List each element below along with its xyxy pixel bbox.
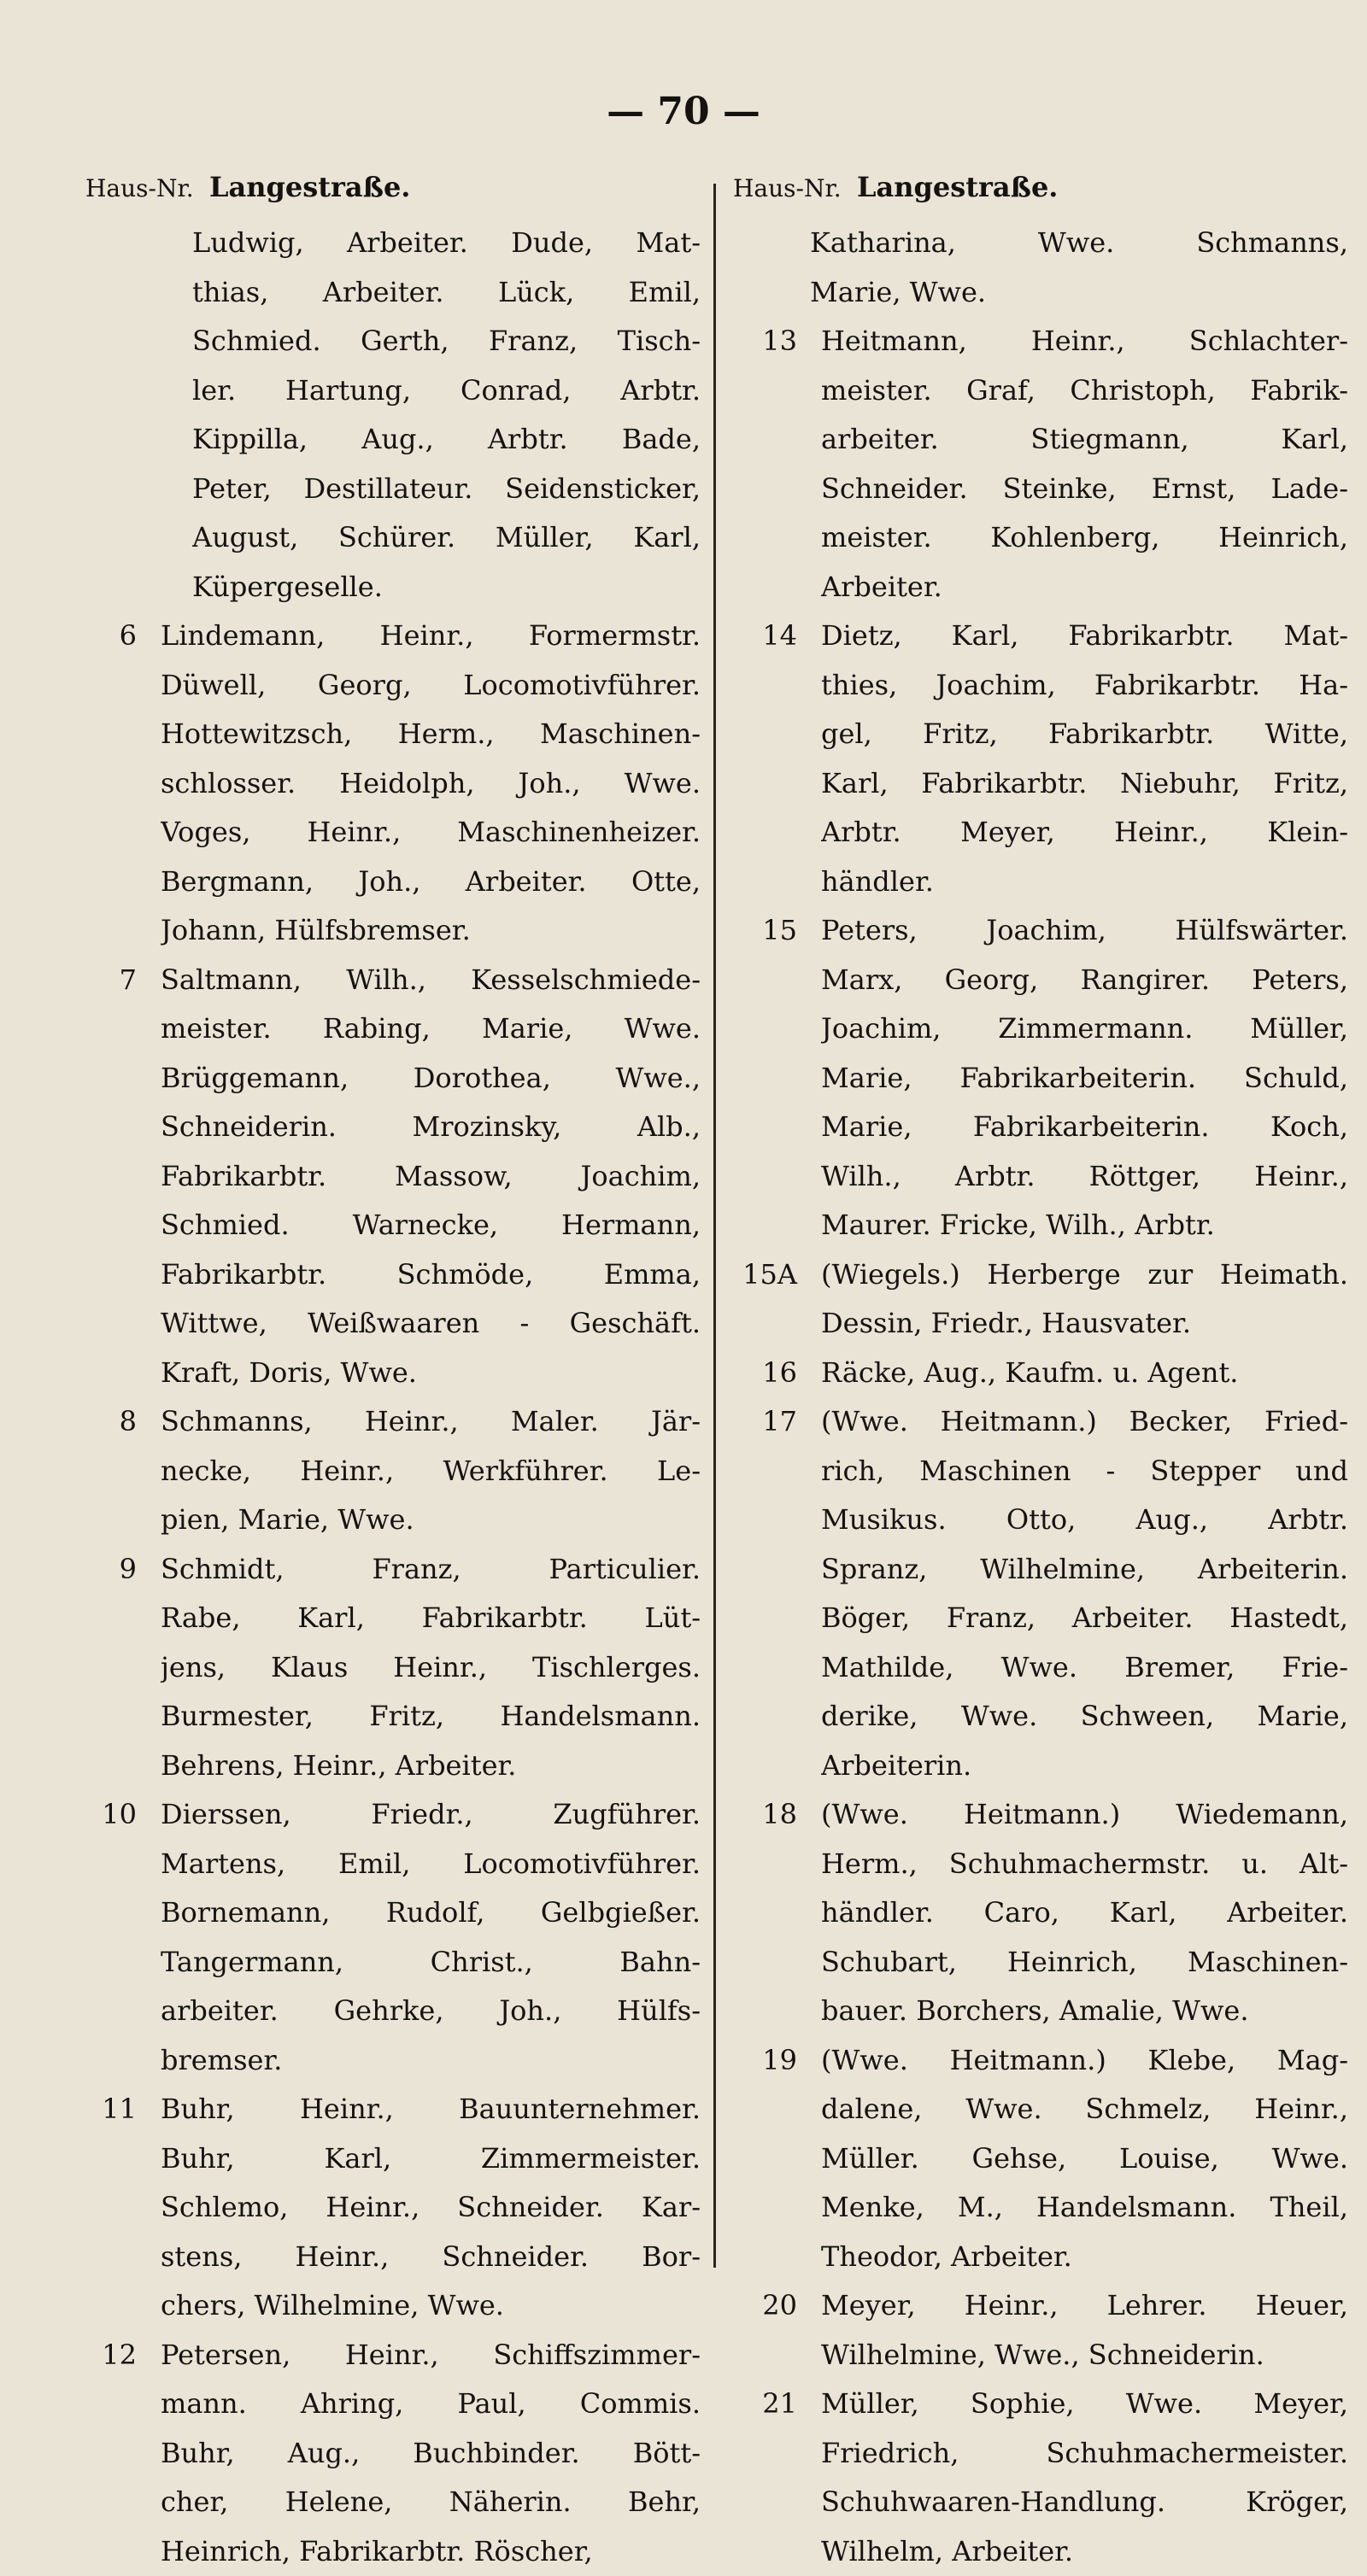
house-entry <box>85 2331 701 2576</box>
text-line: Petersen, Heinr., Schiffszimmer- <box>161 2331 701 2380</box>
column-header <box>733 171 1348 219</box>
text-line: Wilhelm, Arbeiter. <box>821 2527 1348 2576</box>
text-line: Fabrikarbtr. Schmöde, Emma, <box>161 1250 701 1300</box>
text-line: (Wwe. Heitmann.) Wiedemann, <box>821 1790 1348 1840</box>
house-entry <box>733 906 1348 1250</box>
text-line: Wilhelmine, Wwe., Schneiderin. <box>821 2331 1348 2380</box>
text-line: Schneiderin. Mrozinsky, Alb., <box>161 1103 701 1152</box>
text-line: Marie, Wwe. <box>810 268 1348 318</box>
text-line: Spranz, Wilhelmine, Arbeiterin. <box>821 1545 1348 1595</box>
house-number: 19 <box>733 2036 821 2282</box>
text-line: Müller, Sophie, Wwe. Meyer, <box>821 2380 1348 2429</box>
text-line: Schmied. Warnecke, Hermann, <box>161 1201 701 1250</box>
entry-text <box>821 906 1348 1250</box>
text-line: thies, Joachim, Fabrikarbtr. Ha- <box>821 661 1348 711</box>
text-line: Marie, Fabrikarbeiterin. Koch, <box>821 1103 1348 1152</box>
text-line: bremser. <box>161 2036 701 2086</box>
text-line: Müller. Gehse, Louise, Wwe. <box>821 2134 1348 2184</box>
text-line: Buhr, Aug., Buchbinder. Bött- <box>161 2429 701 2479</box>
text-line: gel, Fritz, Fabrikarbtr. Witte, <box>821 710 1348 759</box>
text-line: Meyer, Heinr., Lehrer. Heuer, <box>821 2281 1348 2331</box>
text-line: Burmester, Fritz, Handelsmann. <box>161 1692 701 1742</box>
text-line: meister. Kohlenberg, Heinrich, <box>821 513 1348 563</box>
text-line: dalene, Wwe. Schmelz, Heinr., <box>821 2085 1348 2134</box>
text-line: Arbeiter. <box>821 563 1348 612</box>
text-line: derike, Wwe. Schween, Marie, <box>821 1692 1348 1742</box>
text-line: arbeiter. Stiegmann, Karl, <box>821 415 1348 465</box>
house-number: 16 <box>733 1349 821 1398</box>
entry-text <box>161 2085 701 2331</box>
text-line: Ludwig, Arbeiter. Dude, Mat- <box>192 219 701 268</box>
house-number: 12 <box>85 2331 161 2576</box>
house-entry <box>733 1250 1348 1349</box>
text-line: Saltmann, Wilh., Kesselschmiede- <box>161 956 701 1005</box>
column-header <box>85 171 701 219</box>
hausnr-label: Haus-Nr. <box>85 174 209 202</box>
entry-text <box>821 2281 1348 2380</box>
entry-text <box>161 612 701 956</box>
house-number: 15 <box>733 906 821 1250</box>
text-line: (Wwe. Heitmann.) Becker, Fried- <box>821 1397 1348 1447</box>
house-number: 20 <box>733 2281 821 2380</box>
text-line: Wittwe, Weißwaaren - Geschäft. <box>161 1299 701 1349</box>
house-entry <box>733 1397 1348 1790</box>
house-entry <box>733 1349 1348 1398</box>
street-name: Langestraße. <box>209 171 410 203</box>
text-line: Martens, Emil, Locomotivführer. <box>161 1840 701 1889</box>
text-line: Peter, Destillateur. Seidensticker, <box>192 465 701 514</box>
house-entry <box>733 2380 1348 2576</box>
text-line: Schlemo, Heinr., Schneider. Kar- <box>161 2183 701 2233</box>
house-number: 21 <box>733 2380 821 2576</box>
text-line: Schuhwaaren-Handlung. Kröger, <box>821 2478 1348 2527</box>
entry-text <box>161 956 701 1398</box>
text-line: Marx, Georg, Rangirer. Peters, <box>821 956 1348 1005</box>
text-line: Katharina, Wwe. Schmanns, <box>810 219 1348 268</box>
entry-text <box>161 2331 701 2576</box>
text-line: Tangermann, Christ., Bahn- <box>161 1938 701 1988</box>
entry-text <box>821 1349 1348 1398</box>
text-line: Kraft, Doris, Wwe. <box>161 1349 701 1398</box>
text-line: Rabe, Karl, Fabrikarbtr. Lüt- <box>161 1594 701 1643</box>
house-entry <box>733 2036 1348 2282</box>
text-line: händler. <box>821 858 1348 907</box>
text-line: Marie, Fabrikarbeiterin. Schuld, <box>821 1054 1348 1104</box>
text-line: cher, Helene, Näherin. Behr, <box>161 2478 701 2527</box>
house-number: 9 <box>85 1545 161 1791</box>
house-number: 18 <box>733 1790 821 2036</box>
text-line: Buhr, Karl, Zimmermeister. <box>161 2134 701 2184</box>
text-line: Arbeiterin. <box>821 1742 1348 1791</box>
text-line: Maurer. Fricke, Wilh., Arbtr. <box>821 1201 1348 1250</box>
house-entry <box>85 1790 701 2085</box>
entry-text <box>821 1397 1348 1790</box>
text-line: Buhr, Heinr., Bauunternehmer. <box>161 2085 701 2134</box>
text-line: Johann, Hülfsbremser. <box>161 906 701 956</box>
text-line: Schmied. Gerth, Franz, Tisch- <box>192 317 701 366</box>
hausnr-label: Haus-Nr. <box>733 174 857 202</box>
text-line: meister. Graf, Christoph, Fabrik- <box>821 366 1348 416</box>
text-line: Schneider. Steinke, Ernst, Lade- <box>821 465 1348 514</box>
text-line: Hottewitzsch, Herm., Maschinen- <box>161 710 701 759</box>
text-line: Menke, M., Handelsmann. Theil, <box>821 2183 1348 2233</box>
column-divider <box>713 184 716 2268</box>
text-line: Mathilde, Wwe. Bremer, Frie- <box>821 1643 1348 1693</box>
text-line: meister. Rabing, Marie, Wwe. <box>161 1004 701 1054</box>
text-line: Brüggemann, Dorothea, Wwe., <box>161 1054 701 1104</box>
text-line: Peters, Joachim, Hülfswärter. <box>821 906 1348 956</box>
text-line: arbeiter. Gehrke, Joh., Hülfs- <box>161 1987 701 2036</box>
house-number: 17 <box>733 1397 821 1790</box>
text-line: Dietz, Karl, Fabrikarbtr. Mat- <box>821 612 1348 661</box>
entry-text <box>161 1397 701 1545</box>
entry-text <box>161 1790 701 2085</box>
house-number: 13 <box>733 317 821 612</box>
text-line: Schubart, Heinrich, Maschinen- <box>821 1938 1348 1988</box>
text-line: Joachim, Zimmermann. Müller, <box>821 1004 1348 1054</box>
house-entry <box>733 317 1348 612</box>
text-line: chers, Wilhelmine, Wwe. <box>161 2281 701 2331</box>
entries-list <box>85 612 701 2576</box>
house-entry <box>733 612 1348 906</box>
text-line: necke, Heinr., Werkführer. Le- <box>161 1447 701 1496</box>
text-line: ler. Hartung, Conrad, Arbtr. <box>192 366 701 416</box>
text-line: Schmidt, Franz, Particulier. <box>161 1545 701 1595</box>
text-line: mann. Ahring, Paul, Commis. <box>161 2380 701 2429</box>
right-column <box>733 171 1348 2576</box>
text-line: Friedrich, Schuhmachermeister. <box>821 2429 1348 2479</box>
text-line: jens, Klaus Heinr., Tischlerges. <box>161 1643 701 1693</box>
text-line: Bornemann, Rudolf, Gelbgießer. <box>161 1888 701 1938</box>
entry-text <box>821 317 1348 612</box>
text-line: Herm., Schuhmachermstr. u. Alt- <box>821 1840 1348 1889</box>
street-name: Langestraße. <box>857 171 1058 203</box>
text-line: Karl, Fabrikarbtr. Niebuhr, Fritz, <box>821 759 1348 809</box>
text-line: Küpergeselle. <box>192 563 701 612</box>
house-entry <box>85 2085 701 2331</box>
house-entry <box>85 1545 701 1791</box>
house-number: 11 <box>85 2085 161 2331</box>
text-line: Lindemann, Heinr., Formermstr. <box>161 612 701 661</box>
continuation-block <box>192 219 701 612</box>
house-entry <box>85 1397 701 1545</box>
text-line: händler. Caro, Karl, Arbeiter. <box>821 1888 1348 1938</box>
text-line: Kippilla, Aug., Arbtr. Bade, <box>192 415 701 465</box>
left-column <box>85 171 701 2576</box>
text-line: rich, Maschinen - Stepper und <box>821 1447 1348 1496</box>
entries-list <box>733 317 1348 2576</box>
text-line: Wilh., Arbtr. Röttger, Heinr., <box>821 1152 1348 1202</box>
text-line: bauer. Borchers, Amalie, Wwe. <box>821 1987 1348 2036</box>
house-number: 7 <box>85 956 161 1398</box>
continuation-block <box>810 219 1348 317</box>
text-line: Heitmann, Heinr., Schlachter- <box>821 317 1348 366</box>
text-line: thias, Arbeiter. Lück, Emil, <box>192 268 701 318</box>
text-line: August, Schürer. Müller, Karl, <box>192 513 701 563</box>
entry-text <box>821 612 1348 906</box>
text-line: Bergmann, Joh., Arbeiter. Otte, <box>161 858 701 907</box>
house-entry <box>733 2281 1348 2380</box>
house-entry <box>85 612 701 956</box>
house-number: 10 <box>85 1790 161 2085</box>
entry-text <box>821 2380 1348 2576</box>
text-line: Räcke, Aug., Kaufm. u. Agent. <box>821 1349 1348 1398</box>
entry-text <box>821 1250 1348 1349</box>
text-line: (Wiegels.) Herberge zur Heimath. <box>821 1250 1348 1300</box>
text-line: Heinrich, Fabrikarbtr. Röscher, <box>161 2527 701 2576</box>
entry-text <box>821 1790 1348 2036</box>
text-line: Theodor, Arbeiter. <box>821 2233 1348 2282</box>
text-line: Arbtr. Meyer, Heinr., Klein- <box>821 808 1348 858</box>
house-number: 14 <box>733 612 821 906</box>
entry-text <box>821 2036 1348 2282</box>
text-line: stens, Heinr., Schneider. Bor- <box>161 2233 701 2282</box>
text-line: Dessin, Friedr., Hausvater. <box>821 1299 1348 1349</box>
house-number: 6 <box>85 612 161 956</box>
text-line: (Wwe. Heitmann.) Klebe, Mag- <box>821 2036 1348 2086</box>
text-line: pien, Marie, Wwe. <box>161 1496 701 1545</box>
text-line: Musikus. Otto, Aug., Arbtr. <box>821 1496 1348 1545</box>
text-line: Böger, Franz, Arbeiter. Hastedt, <box>821 1594 1348 1643</box>
page-number: — 70 — <box>0 90 1367 133</box>
text-line: Düwell, Georg, Locomotivführer. <box>161 661 701 711</box>
text-line: Voges, Heinr., Maschinenheizer. <box>161 808 701 858</box>
text-line: Fabrikarbtr. Massow, Joachim, <box>161 1152 701 1202</box>
text-line: Schmanns, Heinr., Maler. Jär- <box>161 1397 701 1447</box>
text-line: Dierssen, Friedr., Zugführer. <box>161 1790 701 1840</box>
text-line: schlosser. Heidolph, Joh., Wwe. <box>161 759 701 809</box>
house-number: 15A <box>733 1250 821 1349</box>
house-entry <box>733 1790 1348 2036</box>
entry-text <box>161 1545 701 1791</box>
text-line: Behrens, Heinr., Arbeiter. <box>161 1742 701 1791</box>
house-number: 8 <box>85 1397 161 1545</box>
house-entry <box>85 956 701 1398</box>
